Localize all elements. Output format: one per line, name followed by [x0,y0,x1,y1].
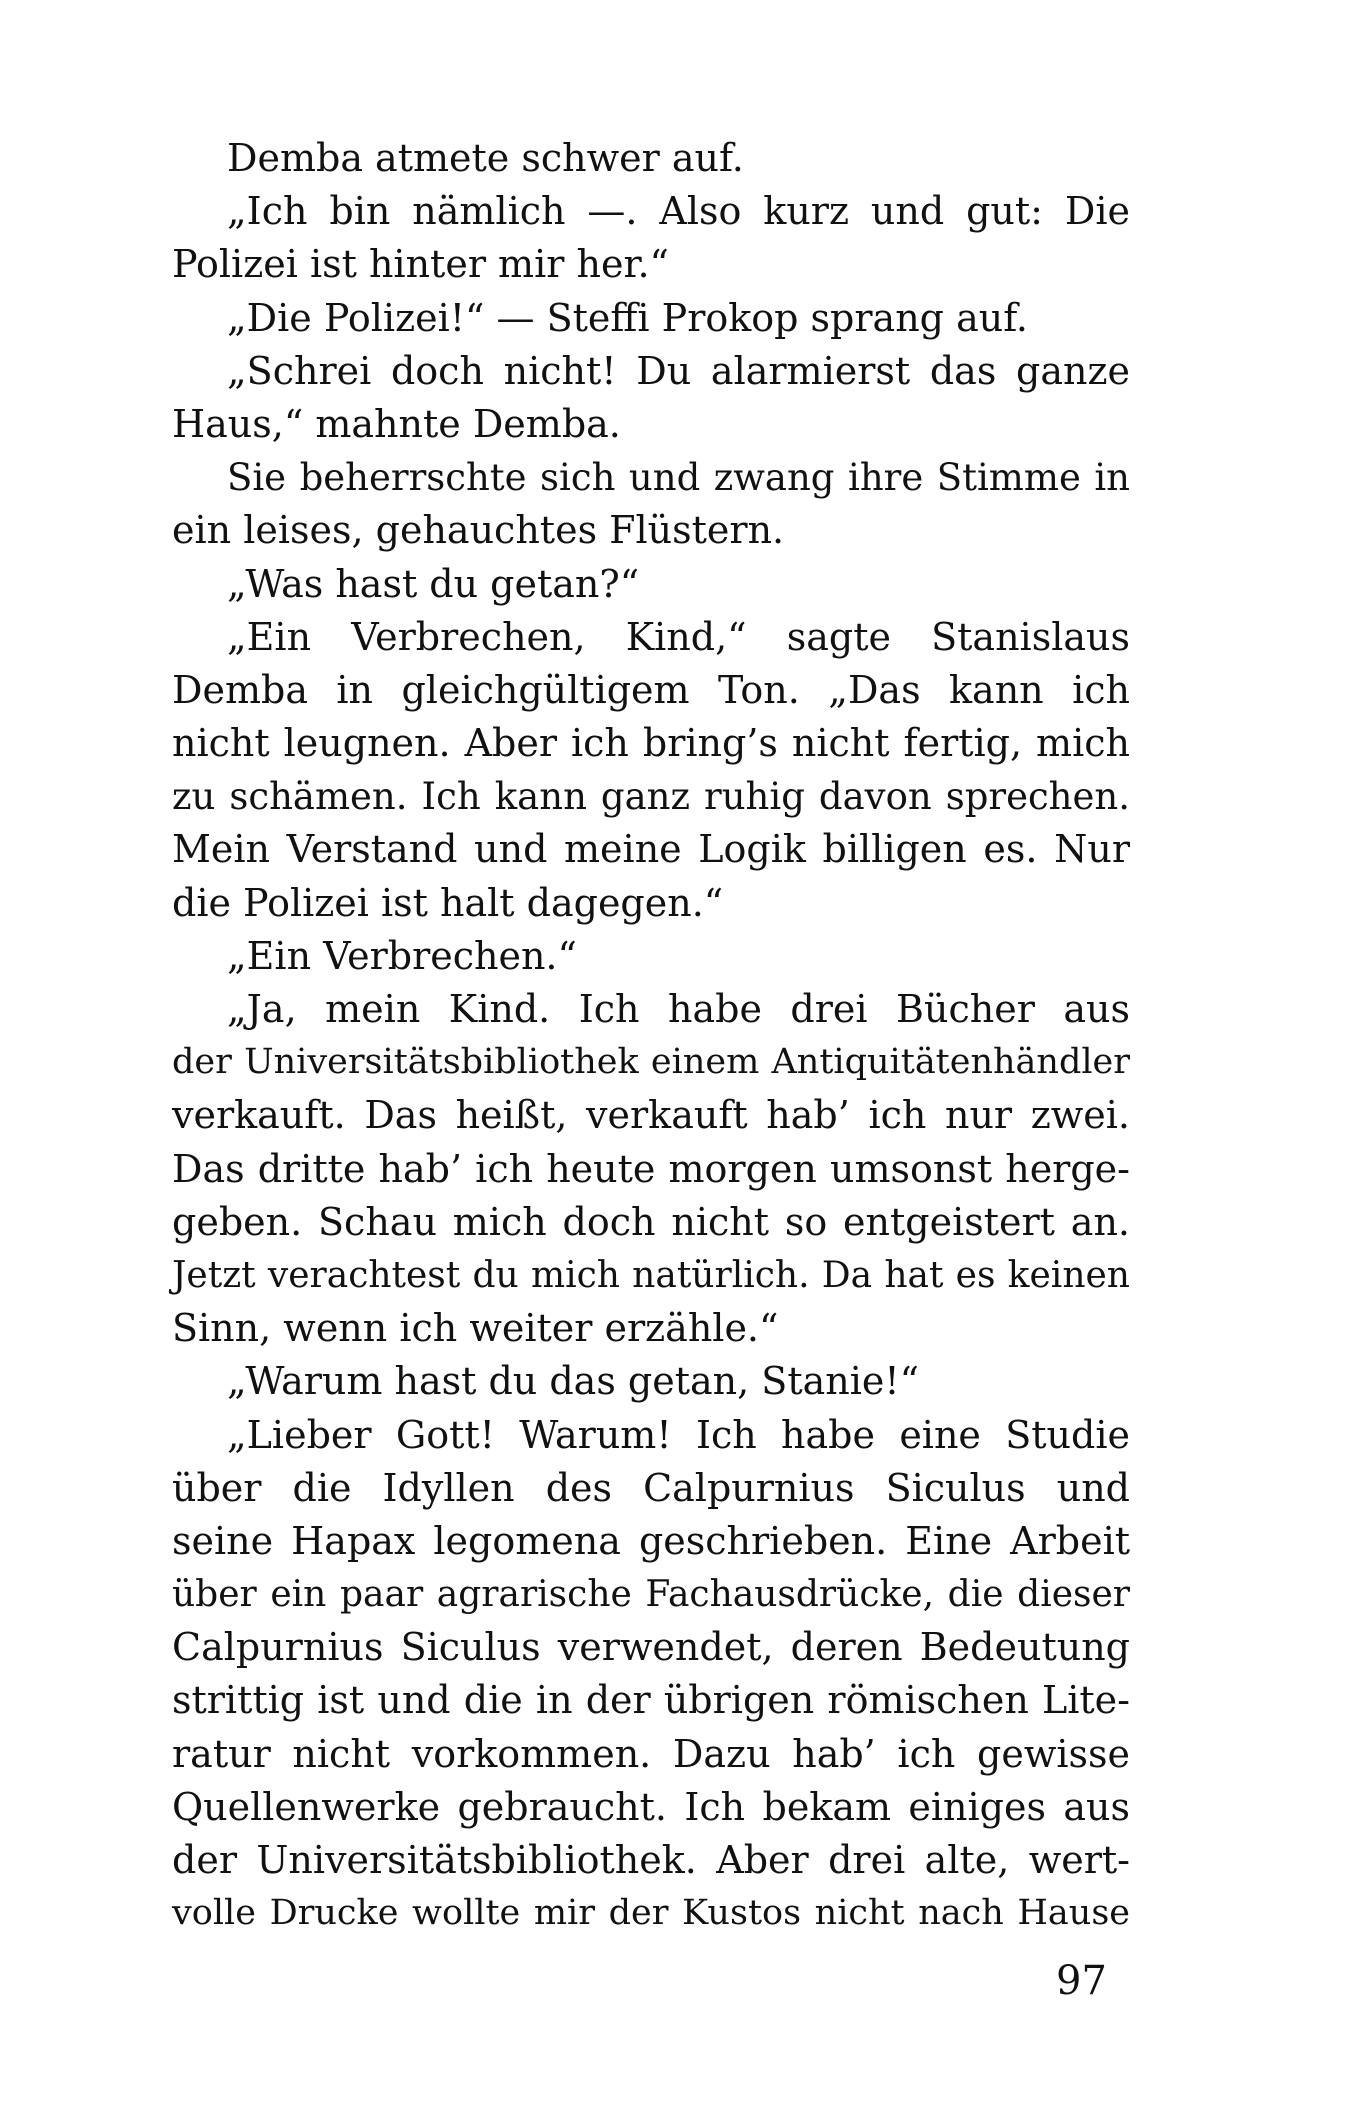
text-line: über ein paar agrarische Fachausdrücke, die dieser [172,1574,1130,1616]
text-line: der Universitätsbibliothek. Aber drei alte, wert- [172,1838,1130,1882]
text-line: Das dritte hab’ ich heute morgen umsonst herge- [172,1146,1130,1191]
text-line: nicht leugnen. Aber ich bring’s nicht fertig, mich [172,721,1130,766]
text-line: „Schrei doch nicht! Du alarmierst das ganze [227,348,1130,393]
page-number: 97 [1056,1958,1107,2004]
text-line: Sinn, wenn ich weiter erzähle.“ [172,1306,779,1351]
text-line: „Ich bin nämlich —. Also kurz und gut: Die [227,189,1130,234]
text-line: geben. Schau mich doch nicht so entgeistert an. [172,1199,1130,1244]
text-line: Jetzt verachtest du mich natürlich. Da hat es keinen [172,1254,1130,1296]
text-line: Sie beherrschte sich und zwang ihre Stimme in [227,456,1130,500]
text-line: Demba in gleichgültigem Ton. „Das kann ich [172,667,1130,712]
text-line: „Warum hast du das getan, Stanie!“ [227,1359,920,1404]
text-line: ein leises, gehauchtes Flüstern. [172,508,785,553]
text-line: ratur nicht vorkommen. Dazu hab’ ich gewisse [172,1731,1130,1776]
page-body-text [172,132,1130,1940]
text-line: Demba atmete schwer auf. [227,136,744,180]
text-line: zu schämen. Ich kann ganz ruhig davon sprechen. [172,775,1130,819]
text-line: die Polizei ist halt dagegen.“ [172,880,724,925]
text-line: seine Hapax legomena geschrieben. Eine Arbeit [172,1518,1130,1563]
text-line: verkauft. Das heißt, verkauft hab’ ich nur zwei. [172,1093,1130,1138]
text-line: „Ja, mein Kind. Ich habe drei Bücher aus [227,987,1130,1031]
text-line: über die Idyllen des Calpurnius Siculus und [172,1465,1130,1510]
text-line: strittig ist und die in der übrigen römischen Lite- [172,1678,1130,1723]
text-line: Mein Verstand und meine Logik billigen es. Nur [172,827,1130,872]
text-line: der Universitätsbibliothek einem Antiquitätenhändler [172,1042,1130,1083]
text-line: „Lieber Gott! Warum! Ich habe eine Studie [227,1412,1130,1457]
text-line: volle Drucke wollte mir der Kustos nicht nach Hause [172,1893,1130,1934]
text-line: Quellenwerke gebraucht. Ich bekam einiges aus [172,1784,1130,1829]
text-line: „Was hast du getan?“ [227,561,640,606]
text-line: Calpurnius Siculus verwendet, deren Bedeutung [172,1625,1130,1670]
text-line: „Ein Verbrechen, Kind,“ sagte Stanislaus [227,614,1130,659]
text-line: Polizei ist hinter mir her.“ [172,242,669,287]
text-line: „Die Polizei!“ — Steffi Prokop sprang auf. [227,295,1028,340]
text-line: Haus,“ mahnte Demba. [172,401,621,446]
text-line: „Ein Verbrechen.“ [227,933,577,978]
